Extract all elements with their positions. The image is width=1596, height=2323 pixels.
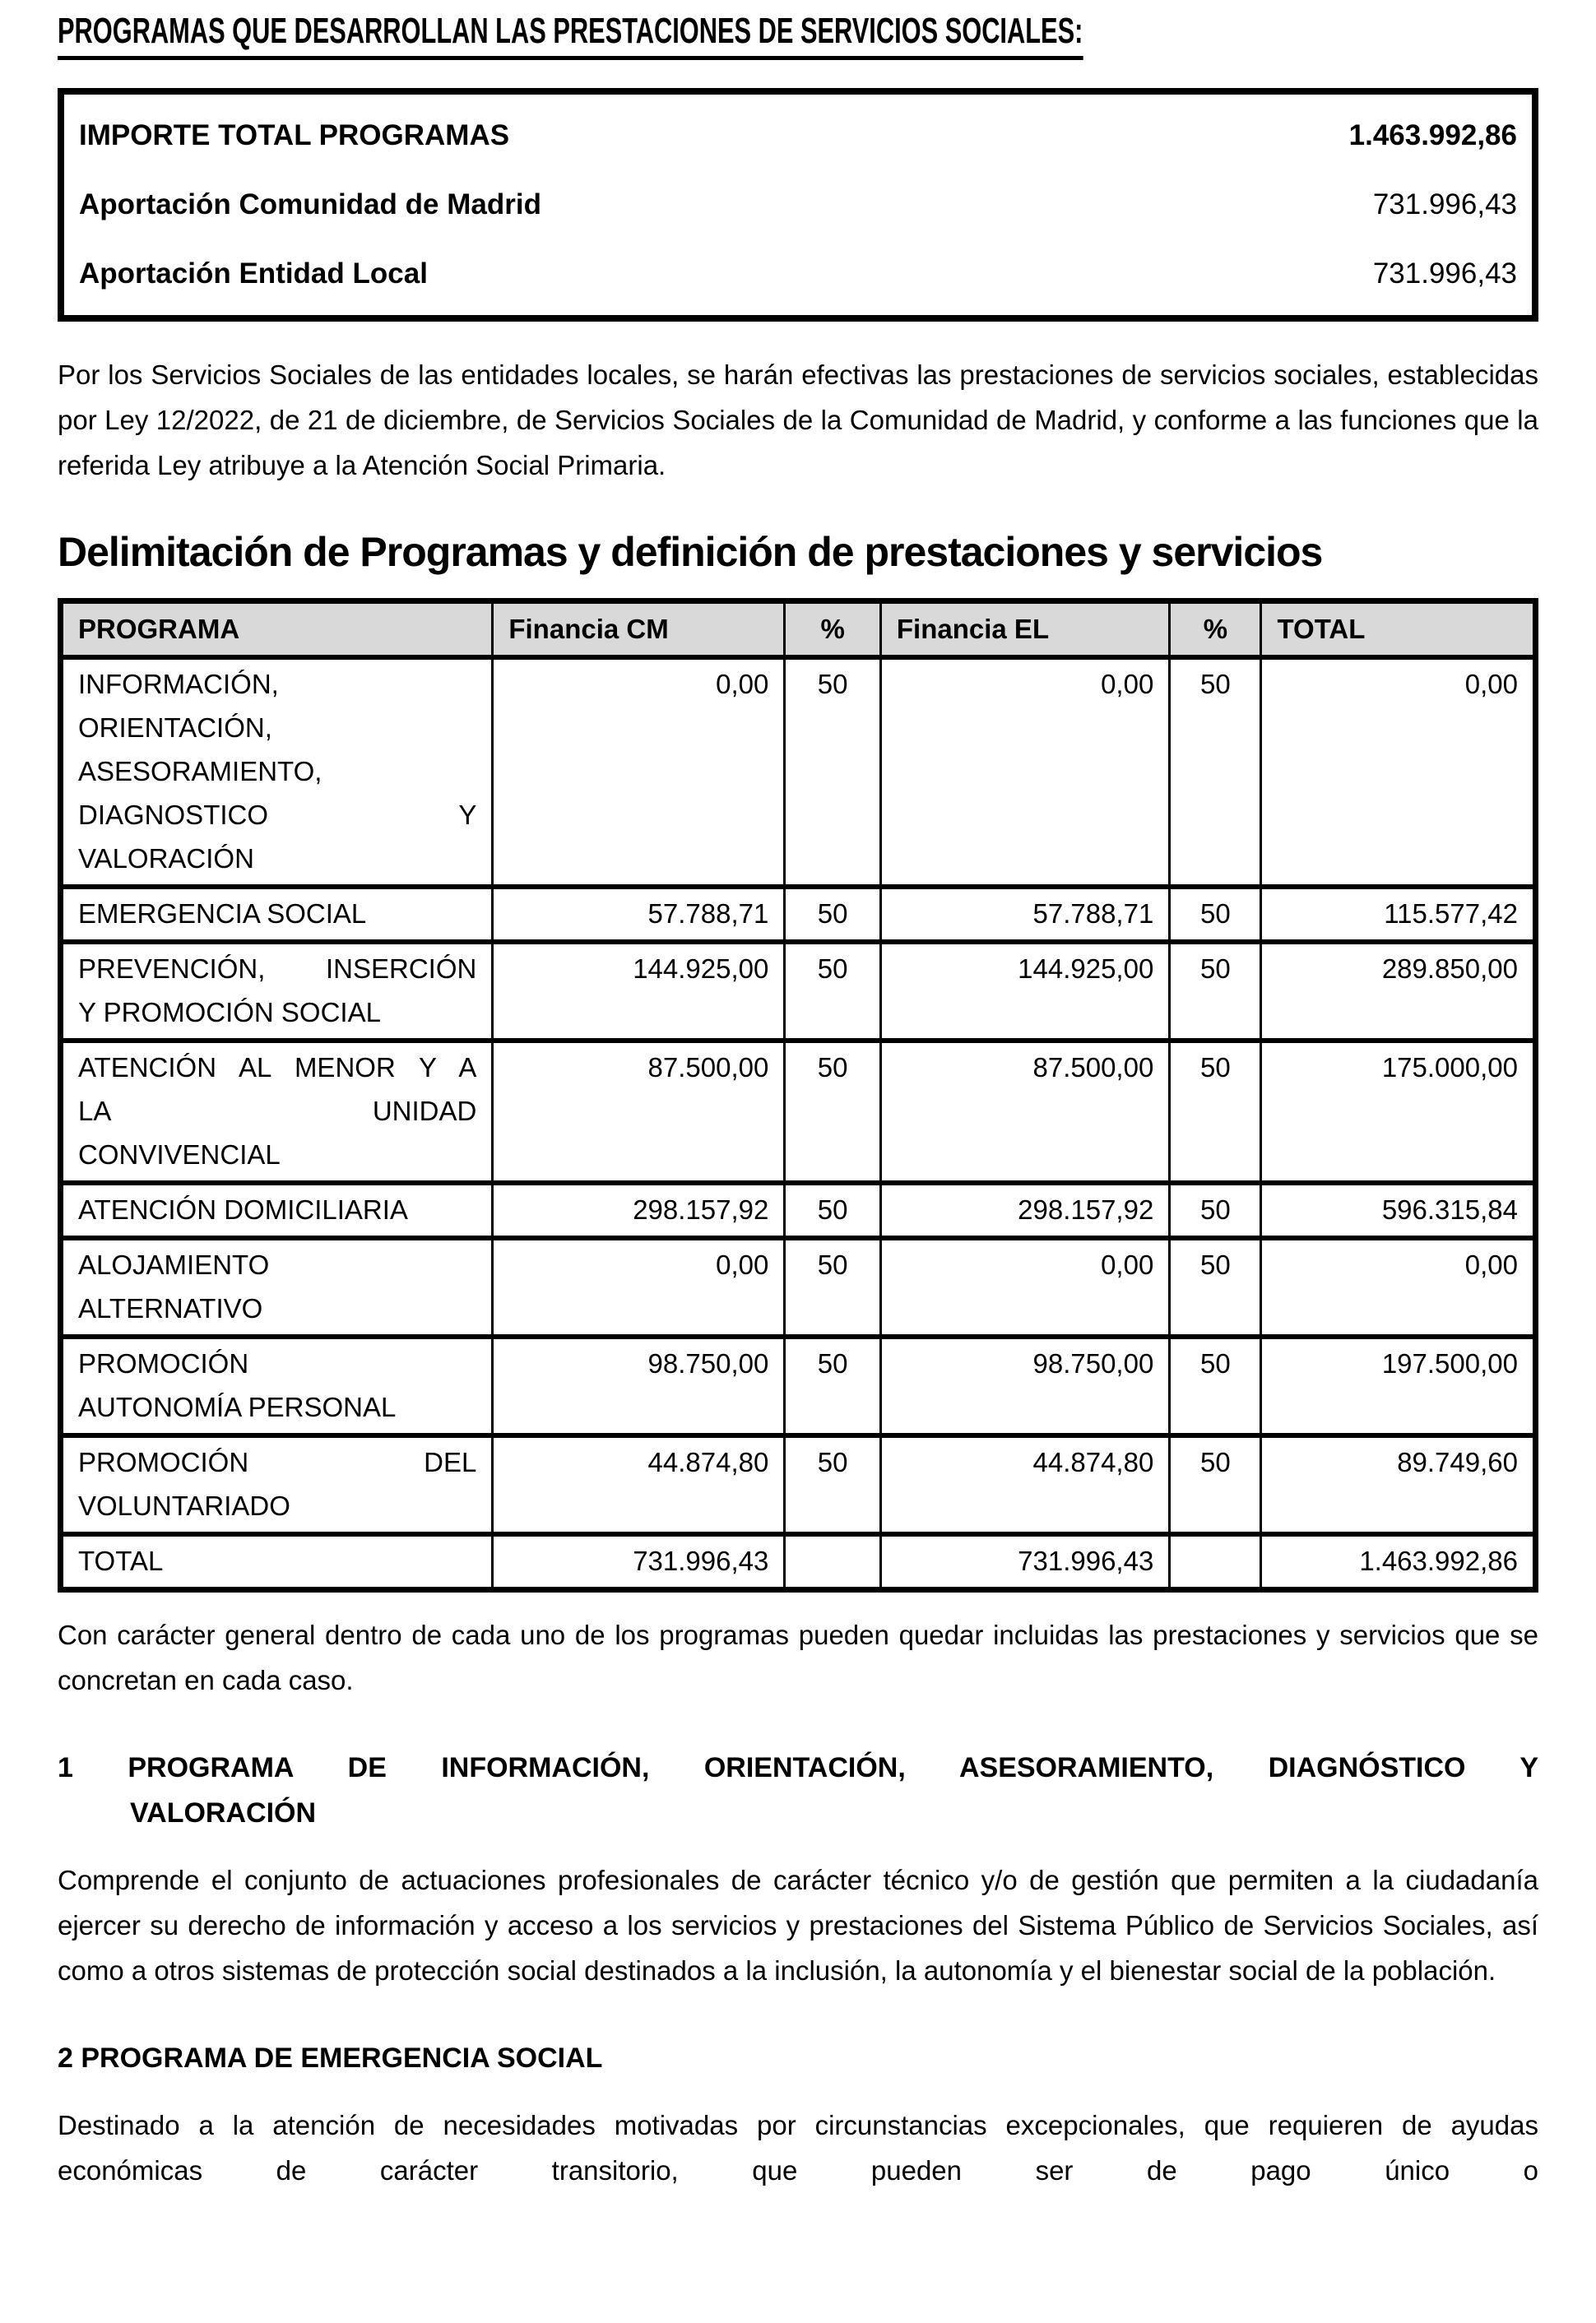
value-cell: 289.850,00 [1261, 942, 1536, 1041]
table-row [61, 887, 1536, 942]
column-header: % [1170, 601, 1261, 658]
program-name-line: PROMOCIÓN [78, 1348, 249, 1379]
value-cell: 89.749,60 [1261, 1435, 1536, 1534]
value-cell: 731.996,43 [880, 1534, 1169, 1590]
value-cell: 50 [1170, 1183, 1261, 1238]
summary-value: 1.463.992,86 [1348, 119, 1517, 152]
table-row [61, 1435, 1536, 1534]
delimitation-heading: Delimitación de Programas y definición de prestaciones y servicios [58, 529, 1323, 576]
value-cell: 50 [1170, 942, 1261, 1041]
value-cell: 50 [785, 1238, 881, 1337]
summary-row [79, 101, 1517, 170]
table-row [61, 1238, 1536, 1337]
value-cell: 87.500,00 [493, 1041, 785, 1183]
value-cell: 50 [785, 1041, 881, 1183]
numbered-section [58, 1746, 1538, 1993]
value-cell: 50 [1170, 1238, 1261, 1337]
program-name-line: PREVENCIÓN, INSERCIÓN [78, 953, 477, 985]
table-row [61, 657, 1536, 887]
programs-table [58, 598, 1538, 1593]
value-cell: 115.577,42 [1261, 887, 1536, 942]
section-heading-line: 1 PROGRAMA DE INFORMACIÓN, ORIENTACIÓN, ASESORAMIENTO, DIAGNÓSTICO Y [58, 1752, 1538, 1784]
intro-paragraph: Por los Servicios Sociales de las entidades locales, se harán efectivas las prestaciones de servicios sociales, establecidas por Ley 12/2022, de 21 de diciembre, de Servicios Sociales de la Comunidad de Madrid, y conforme a las funciones que la referida Ley atribuye a la Atención Social Primaria. [58, 359, 1538, 481]
program-name-cell [61, 1337, 493, 1435]
value-cell: 50 [785, 942, 881, 1041]
value-cell: 44.874,80 [493, 1435, 785, 1534]
program-name-line: TOTAL [78, 1546, 164, 1577]
value-cell: 50 [1170, 657, 1261, 887]
page-title [58, 12, 1538, 60]
program-name-cell [61, 1238, 493, 1337]
column-header: Financia CM [493, 601, 785, 658]
summary-value: 731.996,43 [1372, 188, 1517, 221]
program-name-cell [61, 1041, 493, 1183]
general-note: Con carácter general dentro de cada uno de los programas pueden quedar incluidas las prestaciones y servicios que se concretan en cada caso. [58, 1620, 1538, 1696]
program-name-line: CONVIVENCIAL [78, 1139, 281, 1171]
value-cell: 50 [785, 887, 881, 942]
program-name-cell [61, 942, 493, 1041]
program-name-line: EMERGENCIA SOCIAL [78, 898, 367, 930]
program-name-line: ORIENTACIÓN, [78, 712, 272, 744]
value-cell: 98.750,00 [493, 1337, 785, 1435]
program-name-line: LA UNIDAD [78, 1096, 477, 1127]
program-name-line: ALTERNATIVO [78, 1293, 263, 1324]
value-cell: 0,00 [1261, 1238, 1536, 1337]
table-row [61, 942, 1536, 1041]
summary-row [79, 239, 1517, 308]
program-name-line: VALORACIÓN [78, 843, 254, 874]
program-name-cell [61, 887, 493, 942]
value-cell: 175.000,00 [1261, 1041, 1536, 1183]
table-row [61, 1041, 1536, 1183]
value-cell: 0,00 [493, 657, 785, 887]
value-cell [785, 1534, 881, 1590]
value-cell: 44.874,80 [880, 1435, 1169, 1534]
program-name-cell [61, 1534, 493, 1590]
program-name-line: ASESORAMIENTO, [78, 756, 322, 787]
value-cell: 57.788,71 [880, 887, 1169, 942]
program-name-line: ATENCIÓN AL MENOR Y A [78, 1052, 477, 1083]
section-heading-line: VALORACIÓN [130, 1797, 317, 1829]
column-header: TOTAL [1261, 601, 1536, 658]
value-cell: 50 [785, 1337, 881, 1435]
summary-label: Aportación Entidad Local [79, 257, 428, 290]
table-row [61, 1337, 1536, 1435]
value-cell: 50 [785, 1435, 881, 1534]
column-header: PROGRAMA [61, 601, 493, 658]
table-body [61, 657, 1536, 1590]
value-cell: 0,00 [1261, 657, 1536, 887]
value-cell: 1.463.992,86 [1261, 1534, 1536, 1590]
value-cell: 596.315,84 [1261, 1183, 1536, 1238]
program-name-line: INFORMACIÓN, [78, 669, 279, 700]
summary-box [58, 88, 1538, 322]
value-cell: 50 [1170, 1435, 1261, 1534]
numbered-section [58, 2036, 1538, 2193]
numbered-sections [58, 1746, 1538, 2193]
table-row [61, 1534, 1536, 1590]
program-name-cell [61, 1435, 493, 1534]
value-cell: 50 [1170, 887, 1261, 942]
column-header: Financia EL [880, 601, 1169, 658]
value-cell: 50 [1170, 1337, 1261, 1435]
value-cell: 98.750,00 [880, 1337, 1169, 1435]
section-heading [58, 1746, 1538, 1836]
value-cell: 50 [785, 1183, 881, 1238]
program-name-line: ALOJAMIENTO [78, 1250, 270, 1281]
program-name-line: ATENCIÓN DOMICILIARIA [78, 1194, 408, 1226]
value-cell: 298.157,92 [880, 1183, 1169, 1238]
program-name-line: VOLUNTARIADO [78, 1491, 290, 1522]
value-cell: 87.500,00 [880, 1041, 1169, 1183]
summary-row [79, 170, 1517, 239]
value-cell: 298.157,92 [493, 1183, 785, 1238]
value-cell: 731.996,43 [493, 1534, 785, 1590]
summary-label: Aportación Comunidad de Madrid [79, 188, 541, 221]
program-name-cell [61, 1183, 493, 1238]
section-heading-line: 2 PROGRAMA DE EMERGENCIA SOCIAL [58, 2042, 603, 2075]
column-header: % [785, 601, 881, 658]
value-cell: 50 [785, 657, 881, 887]
value-cell [1170, 1534, 1261, 1590]
value-cell: 144.925,00 [880, 942, 1169, 1041]
value-cell: 144.925,00 [493, 942, 785, 1041]
program-name-line: AUTONOMÍA PERSONAL [78, 1392, 397, 1423]
summary-value: 731.996,43 [1372, 257, 1517, 290]
summary-label: IMPORTE TOTAL PROGRAMAS [79, 119, 510, 152]
program-name-line: PROMOCIÓN DEL [78, 1447, 477, 1478]
value-cell: 57.788,71 [493, 887, 785, 942]
value-cell: 50 [1170, 1041, 1261, 1183]
value-cell: 0,00 [880, 1238, 1169, 1337]
page-title-text: PROGRAMAS QUE DESARROLLAN LAS PRESTACIONES DE SERVICIOS SOCIALES: [58, 12, 1083, 60]
value-cell: 0,00 [880, 657, 1169, 887]
value-cell: 0,00 [493, 1238, 785, 1337]
program-name-line: DIAGNOSTICO Y [78, 800, 477, 831]
programs-table-head [61, 601, 1536, 658]
summary-rows [79, 101, 1517, 308]
section-body: Comprende el conjunto de actuaciones profesionales de carácter técnico y/o de gestión que permiten a la ciudadanía ejercer su derecho de información y acceso a los servicios y prestaciones del Sistema Público de Servicios Sociales, así como a otros sistemas de protección social destinados a la inclusión, la autonomía y el bienestar social de la población. [58, 1865, 1538, 1987]
section-body: Destinado a la atención de necesidades motivadas por circunstancias excepcionales, que requieren de ayudas económicas de carácter transitorio, que pueden ser de pago único o [58, 2110, 1538, 2186]
program-name-line: Y PROMOCIÓN SOCIAL [78, 997, 381, 1028]
table-row [61, 1183, 1536, 1238]
table-header-row [61, 601, 1536, 658]
program-name-cell [61, 657, 493, 887]
value-cell: 197.500,00 [1261, 1337, 1536, 1435]
section-heading [58, 2036, 1538, 2081]
